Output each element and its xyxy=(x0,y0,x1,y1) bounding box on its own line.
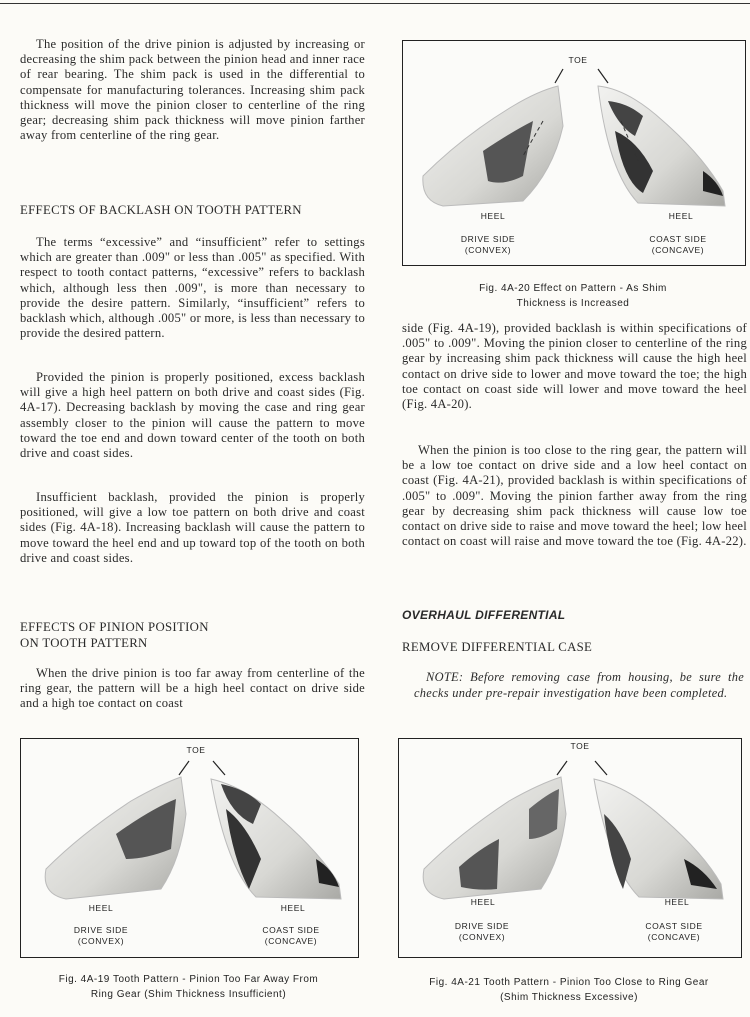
right-block-1 xyxy=(402,321,747,412)
heading-overhaul: OVERHAUL DIFFERENTIAL xyxy=(402,608,566,622)
concave-text: (CONCAVE) xyxy=(264,936,318,946)
heading-pinion-line1: EFFECTS OF PINION POSITION xyxy=(20,620,209,634)
caption-4a-19 xyxy=(20,972,357,1002)
heading-backlash: EFFECTS OF BACKLASH ON TOOTH PATTERN xyxy=(20,203,302,217)
convex-text: (CONVEX) xyxy=(77,936,125,946)
figure-4a-19 xyxy=(20,738,359,958)
convex-text: (CONVEX) xyxy=(458,932,506,942)
caption-4a-21 xyxy=(392,975,746,1005)
note-block xyxy=(414,670,744,701)
label-toe: TOE xyxy=(568,55,588,65)
paragraph-shim-pack: The position of the drive pinion is adjusted by increasing or decreasing the shim pack between the pinion head and inner race of rear bearing. The shim pack is used in the differential to compensate for manufacturing tolerances. Increasing shim pack thickness will move the pinion closer to centerline of the ring gear; decreasing shim pack thickness will move pinion farther away from centerline of the ring gear. xyxy=(20,37,365,143)
label-drive-side xyxy=(433,234,543,256)
label-heel-drive: HEEL xyxy=(480,211,506,221)
paragraph-backlash-terms: The terms “excessive” and “insufficient” refer to settings which are greater than .009" or less than .005" as specified. With respect to tooth contact patterns, “excessive” refers to backlash which, although less then .009", is more than necessary to provide the desire pattern. Similarly, “insufficient” refers to backlash which, although .005" or more, is less than necessary to provide the desired pattern. xyxy=(20,235,365,341)
label-coast-side xyxy=(236,925,346,947)
coast-side-text: COAST SIDE xyxy=(649,234,707,244)
label-heel-coast: HEEL xyxy=(664,897,690,907)
concave-text: (CONCAVE) xyxy=(647,932,701,942)
caption-4a-21-line1: Fig. 4A-21 Tooth Pattern - Pinion Too Close to Ring Gear xyxy=(429,977,709,988)
heading-pinion-position xyxy=(20,620,365,651)
left-block-3 xyxy=(20,370,365,461)
heading-remove-case: REMOVE DIFFERENTIAL CASE xyxy=(402,640,593,654)
concave-text: (CONCAVE) xyxy=(651,245,705,255)
label-toe: TOE xyxy=(570,741,590,751)
coast-side-text: COAST SIDE xyxy=(262,925,320,935)
label-heel-drive: HEEL xyxy=(88,903,114,913)
caption-4a-21-line2: (Shim Thickness Excessive) xyxy=(500,992,638,1003)
label-drive-side xyxy=(427,921,537,943)
paragraph-excess-backlash: Provided the pinion is properly positioned, excess backlash will give a high heel pattern on both drive and coast sides (Fig. 4A-17). Decreasing backlash by moving the case and ring gear assembly closer to the pinion will cause the pattern to move toward the toe end and down toward center of the tooth on both drive and coast sides. xyxy=(20,370,365,461)
left-block-5 xyxy=(20,666,365,712)
label-heel-drive: HEEL xyxy=(470,897,496,907)
figure-4a-20 xyxy=(402,40,746,266)
caption-4a-19-line2: Ring Gear (Shim Thickness Insufficient) xyxy=(90,989,287,1000)
right-block-2 xyxy=(402,443,747,549)
caption-4a-19-line1: Fig. 4A-19 Tooth Pattern - Pinion Too Far Away From xyxy=(58,974,319,985)
figure-4a-21 xyxy=(398,738,742,958)
caption-4a-20 xyxy=(402,281,744,311)
left-block-2 xyxy=(20,235,365,341)
drive-side-text: DRIVE SIDE xyxy=(73,925,129,935)
paragraph-pinion-closer: side (Fig. 4A-19), provided backlash is within specifications of .005" to .009". Moving the pinion closer to centerline of the ring gear by increasing shim pack thickness will cause the high heel contact on drive side to lower and move toward the toe; the high toe contact on coast side will lower and move toward the heel (Fig. 4A-20). xyxy=(402,321,747,412)
convex-text: (CONVEX) xyxy=(464,245,512,255)
paragraph-pinion-far: When the drive pinion is too far away from centerline of the ring gear, the pattern will be a high heel contact on drive side and a high toe contact on coast xyxy=(20,666,365,711)
gear-teeth-illustration xyxy=(403,41,745,265)
caption-4a-20-line2: Thickness is Increased xyxy=(516,298,630,309)
coast-heel-pattern xyxy=(316,859,339,887)
coast-side-text: COAST SIDE xyxy=(645,921,703,931)
label-coast-side xyxy=(623,234,733,256)
label-coast-side xyxy=(619,921,729,943)
label-drive-side xyxy=(46,925,156,947)
label-heel-coast: HEEL xyxy=(668,211,694,221)
caption-4a-20-line1: Fig. 4A-20 Effect on Pattern - As Shim xyxy=(479,283,667,294)
left-column xyxy=(20,37,365,143)
paragraph-insufficient-backlash: Insufficient backlash, provided the pinion is properly positioned, will give a low toe pattern on both drive and coast sides (Fig. 4A-18). Increasing backlash will cause the pattern to move toward the heel end and up toward top of the tooth on both drive and coast sides. xyxy=(20,490,365,565)
paragraph-pinion-too-close: When the pinion is too close to the ring gear, the pattern will be a low toe contact on drive side and a low heel contact on coast (Fig. 4A-21), provided backlash is within specifications of .005" to .009". Moving the pinion farther away from the ring gear by decreasing shim pack thickness will cause low toe contact on drive side to raise and move toward the heel; low heel contact on coast will raise and move toward the toe (Fig. 4A-22). xyxy=(402,443,747,549)
heading-pinion-line2: ON TOOTH PATTERN xyxy=(20,635,148,650)
note-text: NOTE: Before removing case from housing, be sure the checks under pre-repair investigation have been completed. xyxy=(414,670,744,700)
left-block-4 xyxy=(20,490,365,566)
drive-side-text: DRIVE SIDE xyxy=(454,921,510,931)
drive-side-text: DRIVE SIDE xyxy=(460,234,516,244)
top-rule xyxy=(0,3,750,4)
label-toe: TOE xyxy=(186,745,206,755)
label-heel-coast: HEEL xyxy=(280,903,306,913)
